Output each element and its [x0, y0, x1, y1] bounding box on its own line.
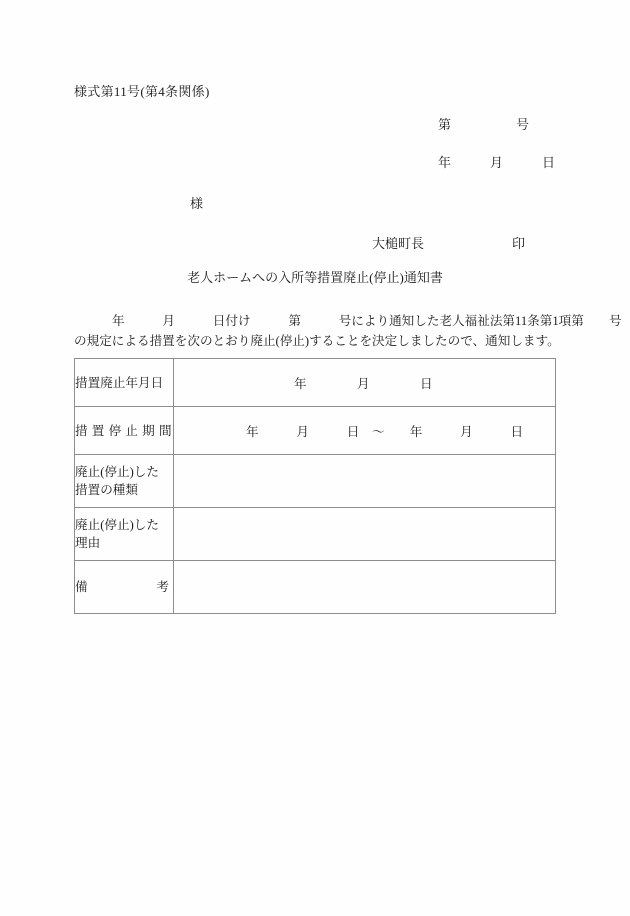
label-text-line-1: 廃止(停止)した	[75, 465, 159, 479]
table-row	[75, 407, 556, 455]
table-row	[75, 508, 556, 561]
label-text-line-1: 廃止(停止)した	[75, 518, 159, 532]
table-row	[75, 561, 556, 614]
addressee-honorific: 様	[190, 196, 204, 211]
document-date-field: 年 月 日	[438, 155, 556, 170]
form-number: 様式第11号(第4条関係)	[74, 84, 210, 99]
row-label-reason	[75, 508, 174, 561]
label-text-right: 考	[156, 580, 169, 594]
body-paragraph-line-2: の規定による措置を次のとおり廃止(停止)することを決定しましたので、通知します。	[74, 334, 560, 348]
row-label-abolition-date	[75, 359, 174, 407]
notice-detail-table	[74, 358, 556, 614]
page-title: 老人ホームへの入所等措置廃止(停止)通知書	[187, 270, 443, 285]
table-row	[75, 359, 556, 407]
value-text: 年 月 日 ～ 年 月 日	[246, 425, 524, 439]
label-text: 措置廃止年月日	[75, 375, 164, 390]
document-number-field: 第 号	[438, 117, 530, 132]
label-text: 措置停止期間	[75, 423, 176, 438]
row-value-remarks[interactable]	[174, 561, 556, 614]
row-value-suspension-period[interactable]	[174, 407, 556, 455]
row-value-measure-type[interactable]	[174, 455, 556, 508]
seal-mark: 印	[512, 236, 526, 251]
body-paragraph-line-1: 年 月 日付け 第 号により通知した老人福祉法第11条第1項第 号	[112, 314, 622, 328]
row-label-measure-type	[75, 455, 174, 508]
row-label-remarks	[75, 561, 174, 614]
label-text-line-2: 措置の種類	[75, 483, 138, 497]
value-text: 年 月 日	[294, 377, 433, 391]
body-paragraph	[74, 311, 622, 351]
row-label-suspension-period	[75, 407, 174, 455]
table-row	[75, 455, 556, 508]
label-text-line-2: 理由	[75, 536, 101, 550]
issuer-name: 大槌町長	[372, 236, 425, 251]
label-text	[75, 578, 173, 596]
label-text-left: 備	[75, 580, 88, 594]
row-value-abolition-date[interactable]	[174, 359, 556, 407]
row-value-reason[interactable]	[174, 508, 556, 561]
